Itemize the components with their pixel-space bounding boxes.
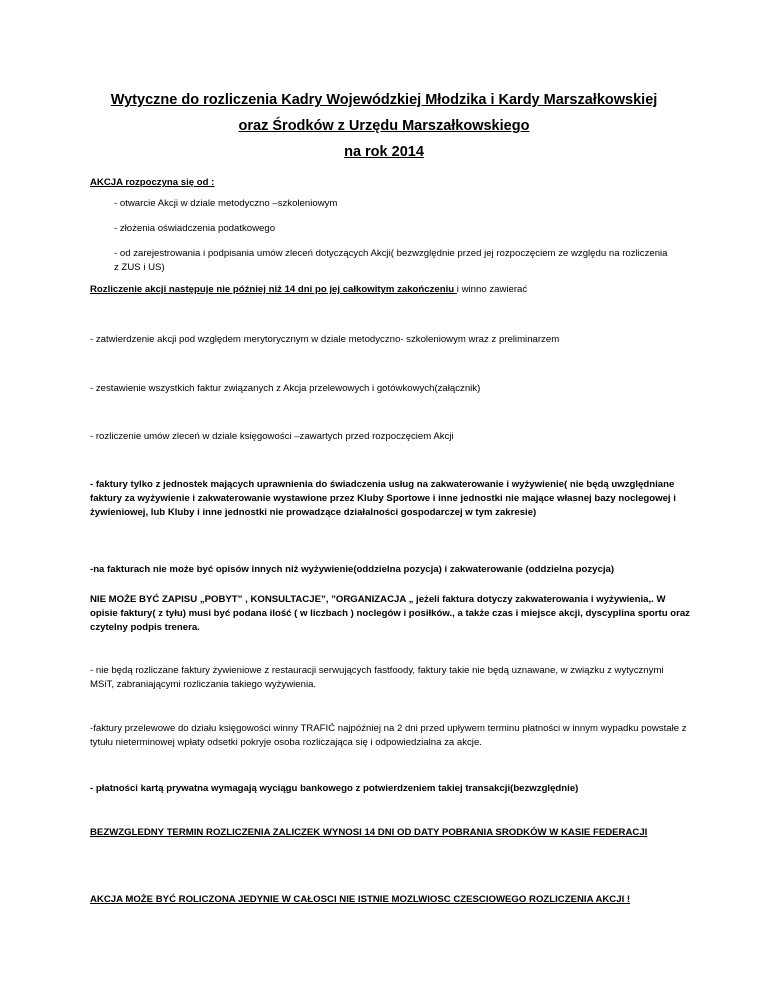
item-card-payments: - płatności kartą prywatna wymagają wyciągu bankowego z potwierdzeniem takiej transakcji(bezwzględnie) <box>90 783 579 794</box>
start-item-tax: - złożenia oświadczenia podatkowego <box>114 223 276 234</box>
start-item-contracts: - od zarejestrowania i podpisania umów zleceń dotyczących Akcji( bezwzględnie przed jej rozpoczęciem ze względu na rozliczenia z ZUS i US) <box>114 248 668 273</box>
whole-settlement-notice: AKCJA MOŻE BYĆ ROLICZONA JEDYNIE W CAŁOSCI NIE ISTNIE MOZLWIOSC CZESCIOWEGO ROZLICZENIA AKCJI ! <box>90 894 631 905</box>
deadline-notice: BEZWZGLEDNY TERMIN ROZLICZENIA ZALICZEK WYNOSI 14 DNI OD DATY POBRANIA SRODKÓW W KASIE FEDERACJI <box>90 827 648 838</box>
item-invoices-list: - zestawienie wszystkich faktur związanych z Akcja przelewowych i gotówkowych(załącznik) <box>90 383 481 394</box>
item-no-entries: NIE MOŻE BYĆ ZAPISU „POBYT” , KONSULTACJE”, ”ORGANIZACJA „ jeżeli faktura dotyczy zakwaterowania i wyżywienia,. W opisie faktury( z tyłu) musi być podana ilość ( w liczbach ) noclegów i posiłków., a także czas i miejsce akcji, dyscyplina sportu oraz czytelny podpis trenera. <box>90 594 690 633</box>
start-heading: AKCJA rozpoczyna się od : <box>90 177 215 188</box>
item-approval: - zatwierdzenie akcji pod względem merytorycznym w dziale metodyczno- szkoleniowym wraz z preliminarzem <box>90 334 560 345</box>
item-contracts: - rozliczenie umów zleceń w dziale księgowości –zawartych przed rozpoczęciem Akcji <box>90 431 454 442</box>
title-line-1: Wytyczne do rozliczenia Kadry Wojewódzkiej Młodzika i Kardy Marszałkowskiej <box>110 92 658 108</box>
settlement-heading <box>90 283 690 297</box>
item-fastfood: - nie będą rozliczane faktury żywieniowe z restauracji serwujących fastfoody, faktury takie nie będą uznawane, w związku z wytycznymi MSiT, zabraniającymi rozliczania takiego wyżywienia. <box>90 665 664 690</box>
title-line-2: oraz Środków z Urzędu Marszałkowskiego <box>238 118 530 134</box>
start-item-open: - otwarcie Akcji w dziale metodyczno –szkoleniowym <box>114 198 338 209</box>
item-licensed-units: - faktury tylko z jednostek mających uprawnienia do świadczenia usług na zakwaterowanie i wyżywienie( nie będą uwzględniane faktury za wyżywienie i zakwaterowanie wystawione przez Kluby Sportowe i inne jednostki nie mające własnej bazy noclegowej i żywieniowej, lub Kluby i inne jednostki nie prowadzące działalności gospodarczej w tym zakresie) <box>90 479 676 518</box>
title-line-3: na rok 2014 <box>344 144 424 160</box>
settlement-heading-bold: Rozliczenie akcji następuje nie później niż 14 dni po jej całkowitym zakończeniu <box>90 284 457 295</box>
settlement-heading-rest: i winno zawierać <box>456 284 528 295</box>
item-transfer-invoices: -faktury przelewowe do działu księgowości winny TRAFIĆ najpóźniej na 2 dni przed upływem terminu płatności w innym wypadku powstałe z tytułu nieterminowej wpłaty odsetki pokryje osoba rozliczająca się i odpowiedzialna za akcje. <box>90 723 687 748</box>
item-no-other-descriptions: -na fakturach nie może być opisów innych niż wyżywienie(oddzielna pozycja) i zakwaterowanie (oddzielna pozycja) <box>90 564 615 575</box>
